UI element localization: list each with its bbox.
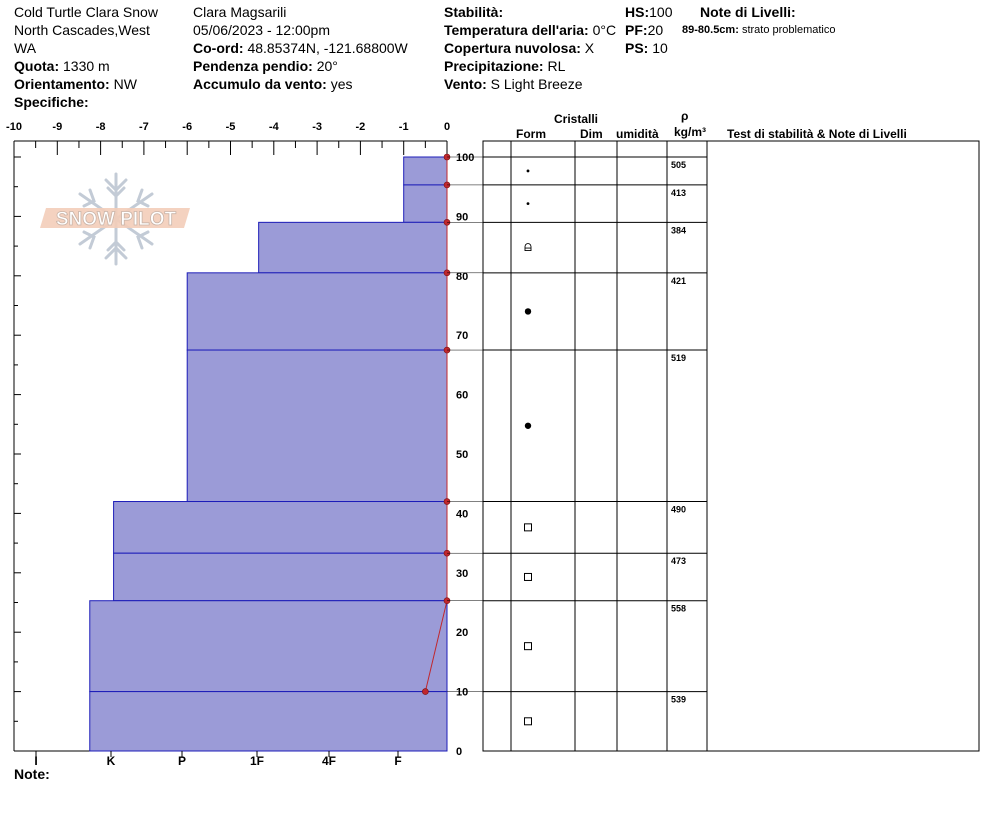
hardness-tick-label: I bbox=[34, 754, 38, 768]
temp-tick-label: -10 bbox=[6, 121, 22, 133]
density-value: 539 bbox=[671, 694, 687, 705]
quota-label: Quota: bbox=[14, 58, 60, 74]
crystal-form-square-icon bbox=[525, 643, 532, 650]
location-line2: North Cascades,West bbox=[14, 22, 150, 38]
header-cristalli: Cristalli bbox=[554, 112, 599, 126]
temp-tick-label: -9 bbox=[52, 121, 63, 133]
crystal-form-dot-icon bbox=[525, 308, 531, 314]
crystal-form-square-icon bbox=[525, 573, 532, 580]
header-test: Test di stabilità & Note di Livelli bbox=[727, 127, 907, 141]
pendenza-label: Pendenza pendio: bbox=[193, 58, 313, 74]
height-tick-label: 30 bbox=[456, 567, 469, 580]
precip-value: RL bbox=[547, 58, 566, 74]
hardness-tick-label: F bbox=[394, 754, 402, 768]
pendenza-value: 20° bbox=[316, 58, 338, 74]
height-tick-label: 90 bbox=[456, 211, 469, 224]
density-value: 558 bbox=[671, 603, 687, 614]
quota-value: 1330 m bbox=[63, 58, 110, 74]
hardness-tick-label: P bbox=[177, 754, 187, 768]
height-tick-label: 100 bbox=[456, 152, 475, 164]
copertura-value: X bbox=[584, 40, 595, 56]
height-tick-label: 20 bbox=[456, 627, 469, 640]
crystal-form-small-dot-icon bbox=[527, 170, 530, 173]
height-tick-label: 0 bbox=[456, 746, 463, 758]
temp-tick-label: 0 bbox=[443, 121, 451, 133]
accumulo-label: Accumulo da vento: bbox=[193, 76, 327, 92]
temp-tick-label: -7 bbox=[139, 121, 149, 133]
height-tick-label: 10 bbox=[456, 686, 469, 699]
header-dim: Dim bbox=[580, 127, 603, 141]
density-value: 490 bbox=[671, 504, 687, 515]
crystal-form-faceted-rounding-icon bbox=[525, 244, 531, 251]
height-tick-label: 70 bbox=[456, 330, 469, 343]
hardness-layer-bar bbox=[259, 222, 447, 272]
note-livelli-range: 89-80.5cm: bbox=[682, 24, 739, 36]
datetime: 05/06/2023 - 12:00pm bbox=[193, 22, 330, 38]
note-livelli-label: Note di Livelli: bbox=[700, 4, 796, 20]
crystal-form-small-dot-icon bbox=[527, 202, 530, 205]
stabilita-label: Stabilità: bbox=[444, 4, 504, 20]
density-value: 384 bbox=[671, 225, 687, 236]
orient-label: Orientamento: bbox=[14, 76, 110, 92]
orient-value: NW bbox=[113, 76, 137, 92]
hardness-layer-bar bbox=[187, 273, 447, 350]
temp-tick-label: -5 bbox=[225, 121, 236, 133]
temp-label: Temperatura dell'aria: bbox=[444, 22, 589, 38]
vento-label: Vento: bbox=[444, 76, 487, 92]
hs-value: 100 bbox=[649, 4, 673, 20]
height-tick-label: 60 bbox=[456, 389, 469, 402]
location-line3: WA bbox=[14, 40, 37, 56]
height-tick-label: 50 bbox=[456, 449, 469, 461]
hardness-tick-label: 4F bbox=[321, 754, 337, 768]
temp-tick-label: -3 bbox=[312, 121, 322, 133]
height-tick-label: 40 bbox=[456, 508, 469, 521]
hardness-layer-bar bbox=[114, 553, 447, 601]
temp-tick-label: -4 bbox=[268, 121, 279, 133]
crystal-form-dot-icon bbox=[525, 423, 531, 429]
pf-value: 20 bbox=[647, 22, 664, 38]
coord-label: Co-ord: bbox=[193, 40, 244, 56]
pf-label: PF: bbox=[625, 22, 648, 38]
copertura-label: Copertura nuvolosa: bbox=[444, 40, 581, 56]
temp-value: 0°C bbox=[592, 22, 617, 38]
temperature-point bbox=[422, 689, 428, 695]
crystal-form-square-icon bbox=[525, 718, 532, 725]
note-label: Note: bbox=[14, 766, 50, 782]
density-value: 413 bbox=[671, 187, 687, 198]
hardness-layer-bar bbox=[90, 692, 447, 751]
height-tick-label: 80 bbox=[456, 270, 469, 283]
hardness-layer-bar bbox=[187, 350, 447, 501]
layer-table-frame bbox=[483, 141, 979, 751]
density-value: 505 bbox=[671, 160, 687, 170]
hardness-tick-label: K bbox=[106, 754, 116, 768]
hardness-layer-bar bbox=[404, 157, 447, 185]
vento-value: S Light Breeze bbox=[490, 76, 583, 92]
precip-label: Precipitazione: bbox=[444, 58, 544, 74]
ps-value: 10 bbox=[652, 40, 668, 56]
temp-tick-label: -6 bbox=[182, 121, 193, 133]
logo-text: SNOW PILOT bbox=[55, 209, 177, 230]
density-value: 421 bbox=[671, 275, 687, 286]
observer: Clara Magsarili bbox=[193, 4, 287, 20]
header-form: Form bbox=[516, 127, 546, 141]
header-umidita: umidità bbox=[616, 127, 659, 141]
hardness-layer-bar bbox=[114, 502, 447, 554]
coord-value: 48.85374N, -121.68800W bbox=[247, 40, 408, 56]
ps-label: PS: bbox=[625, 40, 649, 56]
accumulo-value: yes bbox=[330, 76, 353, 92]
temp-tick-label: -1 bbox=[398, 121, 409, 133]
temp-tick-label: -8 bbox=[95, 121, 106, 133]
header-rho: ρ bbox=[681, 109, 689, 123]
density-value: 519 bbox=[671, 353, 687, 364]
crystal-form-square-icon bbox=[525, 524, 532, 531]
temp-tick-label: -2 bbox=[355, 121, 366, 133]
hardness-layer-bar bbox=[404, 185, 447, 222]
header-kgm3: kg/m³ bbox=[674, 125, 707, 139]
hardness-layer-bar bbox=[90, 601, 447, 692]
specifiche-label: Specifiche: bbox=[14, 94, 89, 110]
location-line1: Cold Turtle Clara Snow bbox=[14, 4, 158, 20]
note-livelli-text: strato problematico bbox=[741, 24, 836, 36]
hs-label: HS: bbox=[625, 4, 650, 20]
hardness-tick-label: 1F bbox=[249, 754, 265, 768]
density-value: 473 bbox=[671, 556, 687, 567]
